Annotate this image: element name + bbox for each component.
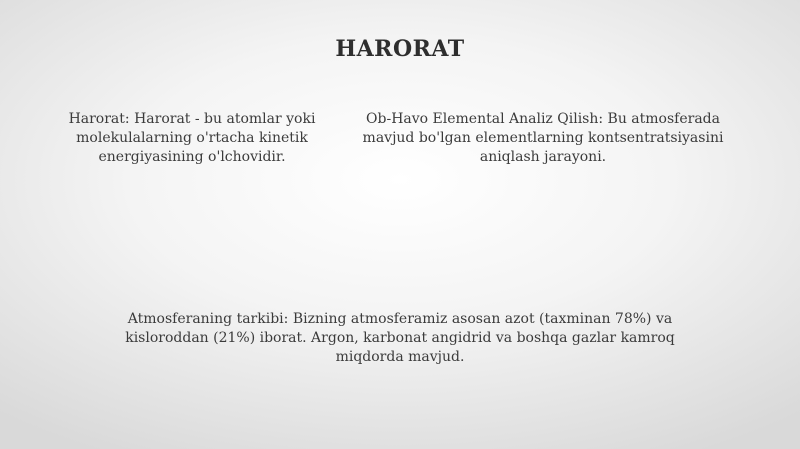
slide-title: HARORAT xyxy=(335,36,465,62)
atmosphere-composition-text: Atmosferaning tarkibi: Bizning atmosferamiz asosan azot (taxminan 78%) va kisloroddan (21%) iborat. Argon, karbonat angidrid va boshqa gazlar kamroq miqdorda mavjud. xyxy=(125,311,675,365)
elemental-analysis-text: Ob-Havo Elemental Analiz Qilish: Bu atmosferada mavjud bo'lgan elementlarning kontsentratsiyasini aniqlash jarayoni. xyxy=(362,111,724,165)
temperature-definition-text: Harorat: Harorat - bu atomlar yoki molekulalarning o'rtacha kinetik energiyasining o'lchovidir. xyxy=(68,111,316,165)
